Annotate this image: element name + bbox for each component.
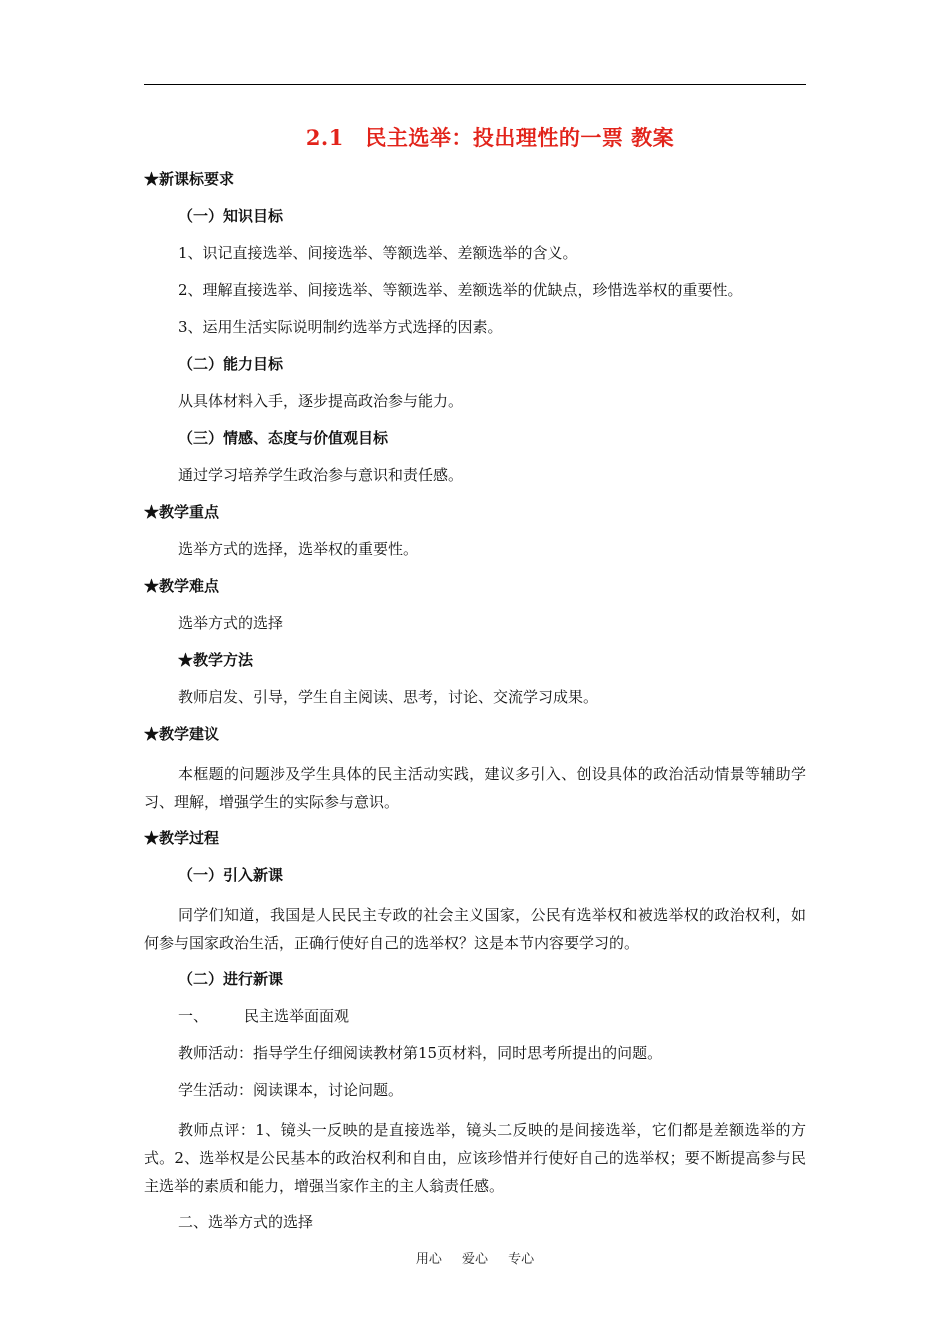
suggestion-text: 本框题的问题涉及学生具体的民主活动实践，建议多引入、创设具体的政治活动情景等辅助学习、理解，增强学生的实际参与意识。 xyxy=(144,765,806,811)
method-text: 教师启发、引导，学生自主阅读、思考，讨论、交流学习成果。 xyxy=(178,688,599,706)
part-one-number: 一、 xyxy=(178,1007,209,1025)
footer-word: 爱心 xyxy=(461,1252,488,1267)
knowledge-item: 3、运用生活实际说明制约选举方式选择的因素。 xyxy=(178,318,503,336)
heading-curriculum: ★新课标要求 xyxy=(144,170,235,188)
heading-process: ★教学过程 xyxy=(144,829,220,847)
ability-text: 从具体材料入手，逐步提高政治参与能力。 xyxy=(178,392,464,410)
teacher-activity: 教师活动：指导学生仔细阅读教材第15页材料，同时思考所提出的问题。 xyxy=(178,1044,663,1062)
student-activity: 学生活动：阅读课本，讨论问题。 xyxy=(178,1081,404,1099)
subheading-new-lesson: （二）进行新课 xyxy=(178,970,284,988)
header-rule xyxy=(144,84,806,85)
emotion-text: 通过学习培养学生政治参与意识和责任感。 xyxy=(178,466,464,484)
teacher-comment: 教师点评：1、镜头一反映的是直接选举，镜头二反映的是间接选举，它们都是差额选举的方式。2、选举权是公民基本的政治权利和自由，应该珍惜并行使好自己的选举权；要不断提高参与民主选举的素质和能力，增强当家作主的主人翁责任感。 xyxy=(144,1121,806,1195)
part-one-title: 民主选举面面观 xyxy=(244,1007,350,1025)
knowledge-item: 2、理解直接选举、间接选举、等额选举、差额选举的优缺点，珍惜选举权的重要性。 xyxy=(178,281,743,299)
heading-key-point: ★教学重点 xyxy=(144,503,220,521)
footer-word: 用心 xyxy=(415,1252,442,1267)
knowledge-item: 1、识记直接选举、间接选举、等额选举、差额选举的含义。 xyxy=(178,244,578,262)
intro-text: 同学们知道，我国是人民民主专政的社会主义国家，公民有选举权和被选举权的政治权利，如何参与国家政治生活，正确行使好自己的选举权？这是本节内容要学习的。 xyxy=(144,906,806,952)
footer-word: 专心 xyxy=(508,1252,535,1267)
heading-suggestion: ★教学建议 xyxy=(144,725,220,743)
subheading-ability: （二）能力目标 xyxy=(178,355,284,373)
part-two-heading: 二、选举方式的选择 xyxy=(178,1213,314,1231)
key-point-text: 选举方式的选择，选举权的重要性。 xyxy=(178,540,419,558)
page-footer xyxy=(0,1248,950,1267)
heading-method: ★教学方法 xyxy=(178,651,254,669)
subheading-knowledge: （一）知识目标 xyxy=(178,207,284,225)
page-title: 2.1 民主选举：投出理性的一票 教案 xyxy=(305,125,675,150)
heading-difficulty: ★教学难点 xyxy=(144,577,220,595)
document-body xyxy=(144,118,806,1248)
part-one-heading xyxy=(178,1005,806,1027)
subheading-emotion: （三）情感、态度与价值观目标 xyxy=(178,429,389,447)
difficulty-text: 选举方式的选择 xyxy=(178,614,284,632)
subheading-intro: （一）引入新课 xyxy=(178,866,284,884)
